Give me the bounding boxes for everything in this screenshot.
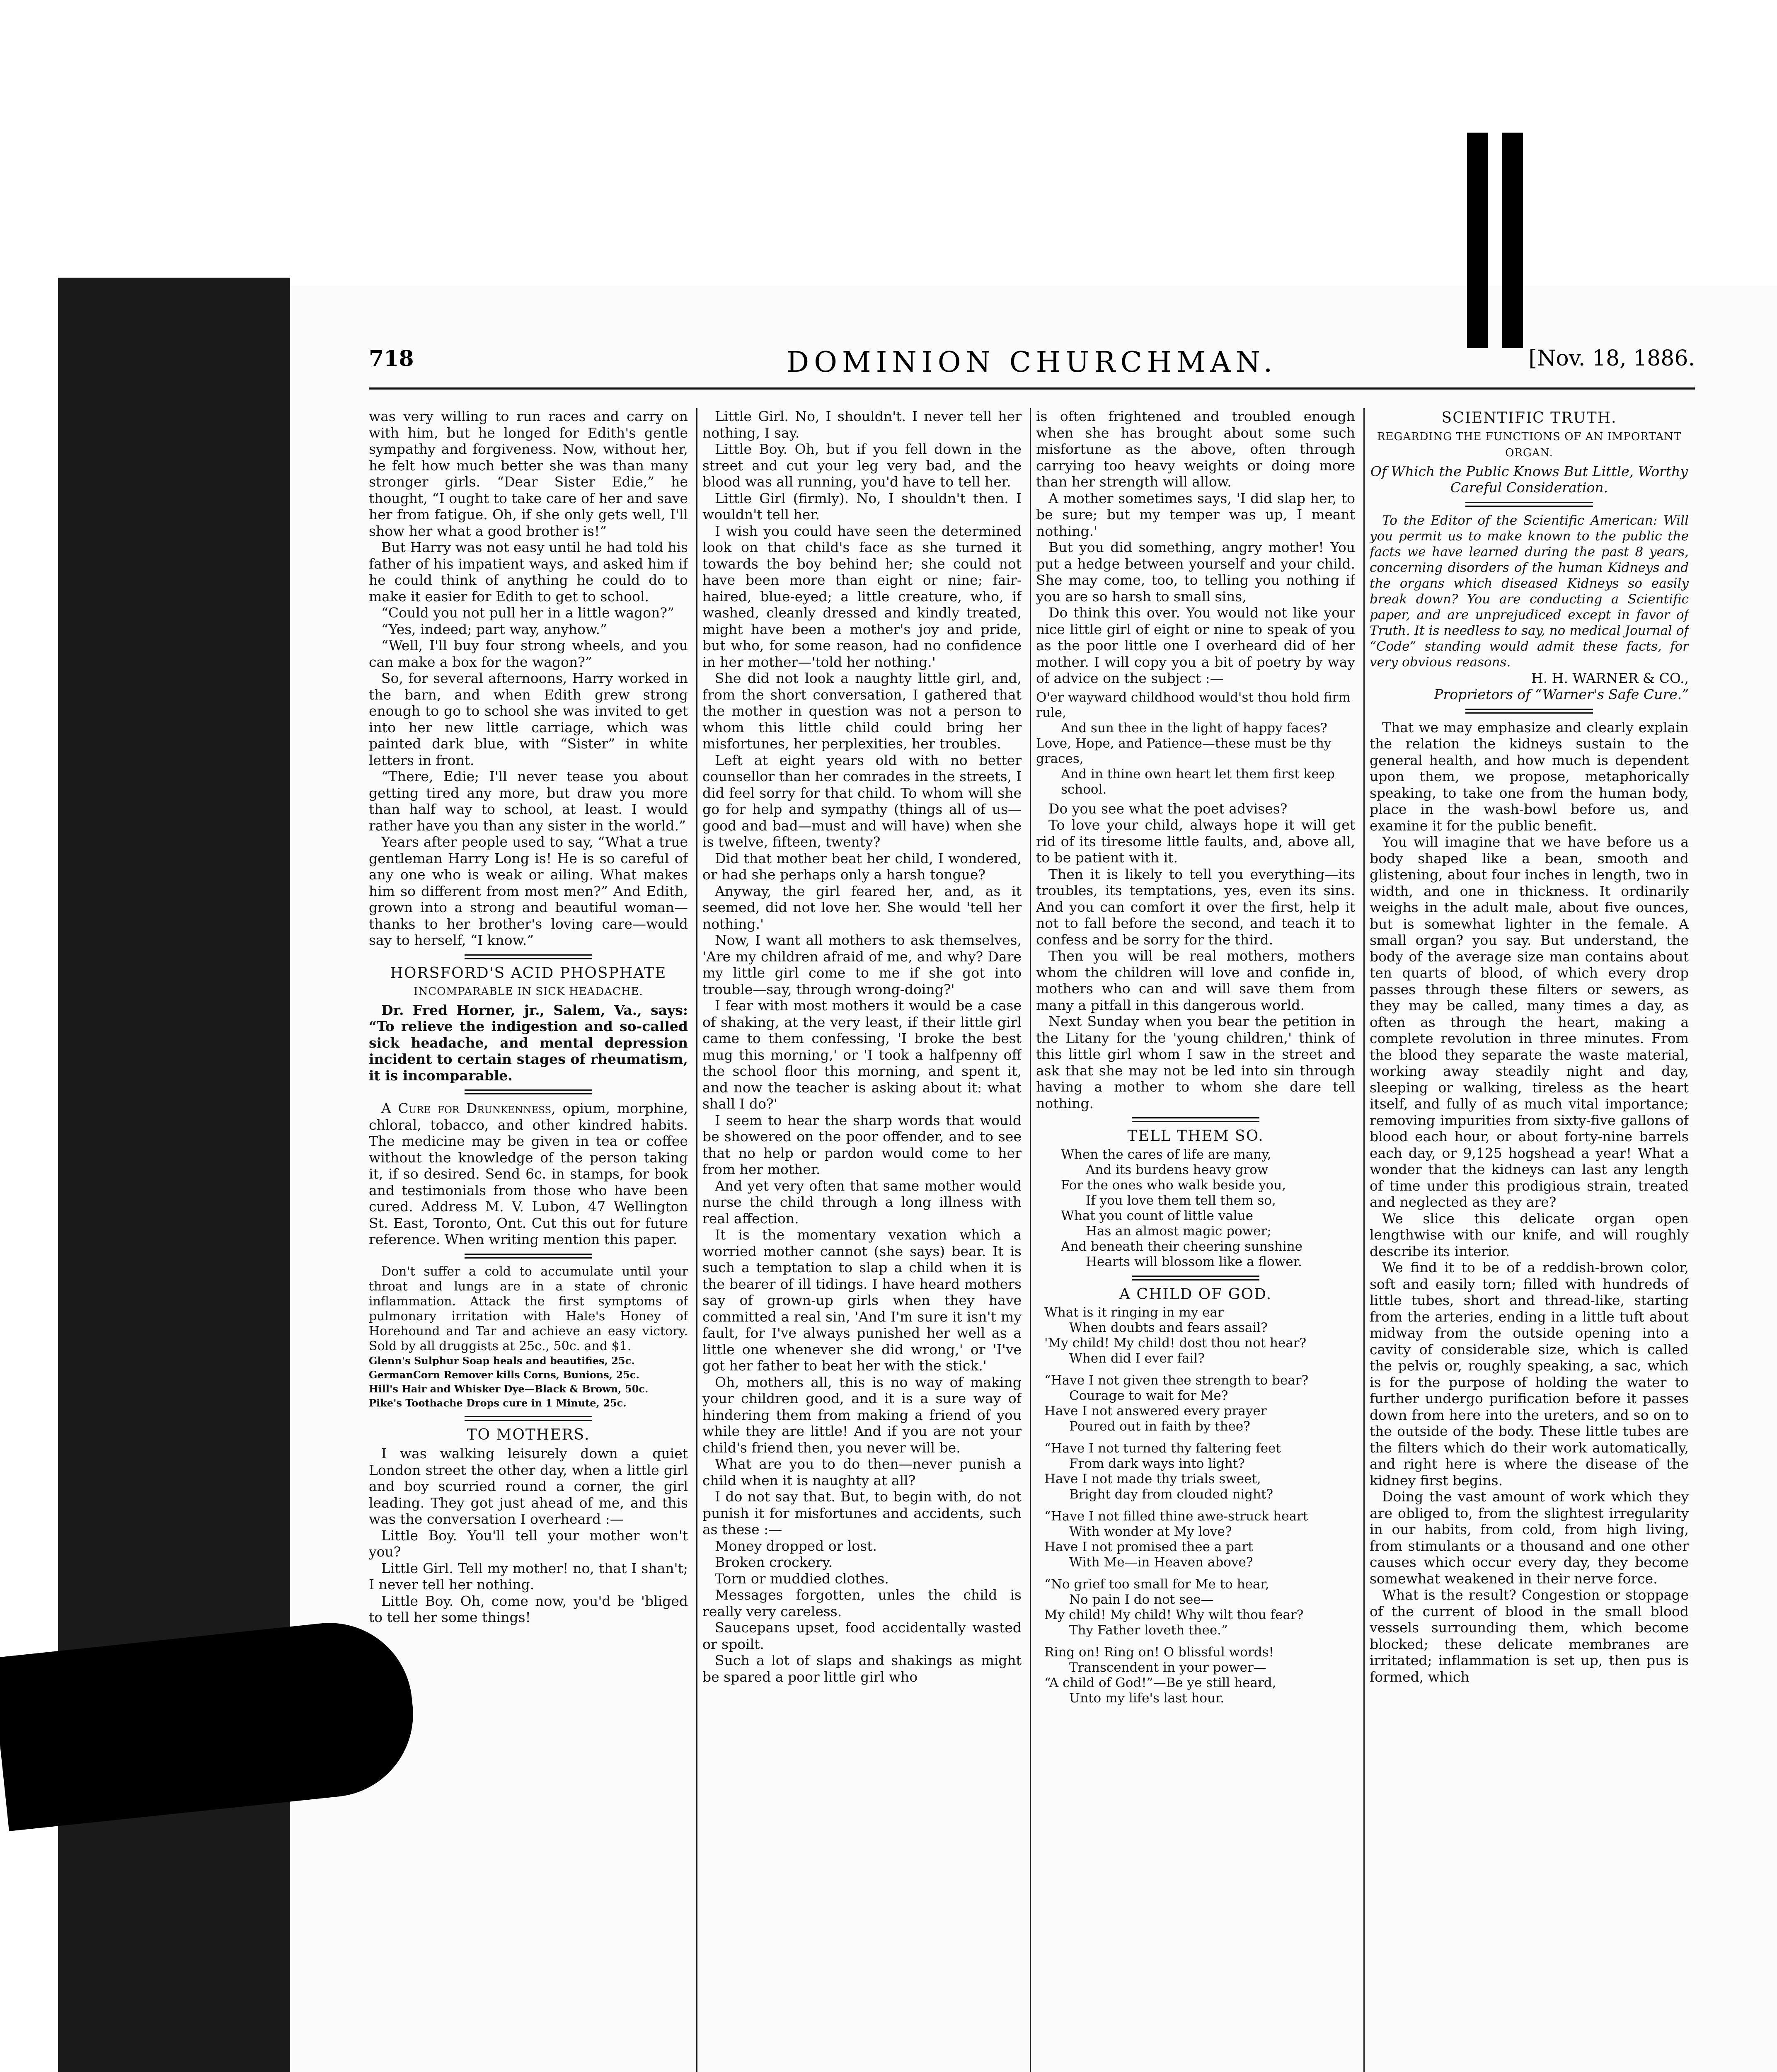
article-paragraph: We find it to be of a reddish-brown color, soft and easily torn; filled with hundreds of little tubes, short and thread-like, starting from the arteries, ending in a little tuft about midway from the outside opening into a cavity of considerable size, which is called the pelvis or, roughly speaking, a sac, which is for the purpose of holding the water to further undergo purification before it passes down from here into the ureters, and so on to the outside of the body. These little tubes are the filters which do their work automatically, and right here is where the disease of the kidney first begins. <box>1370 1259 1689 1489</box>
poem-line: Thy Father loveth thee.” <box>1069 1623 1228 1638</box>
article-paragraph: That we may emphasize and clearly explain the relation the kidneys sustain to the general health, and how much is dependent upon them, we propose, metaphorically speaking, to take one from the human body, place in the wash-bowl before us, and examine it for the public benefit. <box>1370 719 1689 834</box>
poem-line: 'My child! My child! dost thou not hear? <box>1044 1336 1307 1351</box>
section-rule <box>465 1254 592 1259</box>
mothers-paragraph: Little Boy. You'll tell your mother won't you? <box>369 1527 688 1560</box>
scan-bar-top-left <box>1467 133 1488 348</box>
tell-them-title: TELL THEM SO. <box>1127 1128 1264 1145</box>
story-paragraph: “Well, I'll buy four strong wheels, and you can make a box for the wagon?” <box>369 637 688 670</box>
drunkenness-body: opium, morphine, chloral, tobacco, and other kindred habits. The medicine may be given in tea or coffee without the knowledge of the person taking it, if so desired. Send 6c. in stamps, for book and testimonials from those who have been cured. Address M. V. Lubon, 47 Wellington St. East, Toronto, Ont. Cut this out for future reference. When writing mention this paper. <box>369 1100 688 1247</box>
article-paragraph: Do you see what the poet advises? <box>1048 800 1288 817</box>
article-paragraph: You will imagine that we have before us a body shaped like a bean, smooth and glistening, about four inches in length, two in width, and one in thickness. It ordinarily weighs in the adult male, about five ounces, but is somewhat lighter in the female. A small organ? you say. But understand, the body of the average size man contains about ten quarts of blood, of which every drop passes through these filters or sewers, as they may be called, many times a day, as often as through the heart, making a complete revolution in three minutes. From the blood they separate the waste material, working away steadily night and day, sleeping or walking, tireless as the heart itself, and fully of as much vital importance; removing impurities from sixty-five gallons of blood each hour, or about forty-nine barrels each day, or 9,125 hogshead a year! What a wonder that the kidneys can last any length of time under this prodigious strain, treated and neglected as they are? <box>1370 834 1689 1210</box>
column-divider <box>696 408 697 2072</box>
mothers-paragraph: Little Boy. Oh, come now, you'd be 'bliged to tell her some things! <box>369 1593 688 1625</box>
list-item: Torn or muddied clothes. <box>715 1570 889 1587</box>
poem-line: With Me—in Heaven above? <box>1069 1555 1253 1570</box>
verse <box>1036 690 1355 797</box>
horsford-subtitle: INCOMPARABLE IN SICK HEADACHE. <box>414 985 643 998</box>
article-paragraph: Doing the vast amount of work which they are obliged to, from the slightest irregularity in our habits, from cold, from high living, from stimulants or a thousand and one other causes which occur every day, they become somewhat weakened in their nerve force. <box>1370 1489 1689 1587</box>
scientific-truth-title: SCIENTIFIC TRUTH. <box>1441 409 1617 426</box>
issue-date: [Nov. 18, 1886. <box>1528 346 1695 371</box>
signature-sub: Proprietors of “Warner's Safe Cure.” <box>1434 686 1689 702</box>
story-paragraph: So, for several afternoons, Harry worked in the barn, and when Edith grew strong enough to go to school she was invited to get into her new little carriage, which was painted dark blue, with “Sister” in white letters in front. <box>369 670 688 768</box>
header-rule <box>369 387 1695 390</box>
poem-line: My child! My child! Why wilt thou fear? <box>1044 1607 1304 1622</box>
article-paragraph: Oh, mothers all, this is no way of making your children good, and it is a sure way of hindering them from making a friend of you while they are little! And if you are not your child's friend then, you never will be. <box>702 1374 1022 1456</box>
article-paragraph: Next Sunday when you bear the petition in the Litany for the 'young children,' think of this little girl whom I saw in the street and ask that she may not be led into sin through having a mother to whom she dare tell nothing. <box>1036 1013 1355 1111</box>
article-paragraph: Left at eight years old with no better counsellor than her comrades in the streets, I did feel sorry for that child. To whom will she go for help and sympathy (things all of us—good and bad—must and will have) when she is twelve, fifteen, twenty? <box>702 752 1022 850</box>
article-paragraph: I fear with most mothers it would be a case of shaking, at the very least, if their little girl came to them confessing, 'I broke the best mug this morning,' or 'I took a halfpenny off the school floor this morning, and spent it, and now the teacher is asking about it: what shall I do?' <box>702 997 1022 1112</box>
verse-line: And in thine own heart let them first keep school. <box>1061 766 1335 797</box>
article-paragraph: She did not look a naughty little girl, and, from the short conversation, I gathered that the mother in question was not a person to whom this little child could bring her misfortunes, her perplexities, her troubles. <box>702 670 1022 752</box>
article-paragraph: It is the momentary vexation which a worried mother cannot (she says) bear. It is such a temptation to slap a child when it is the bearer of ill tidings. I have heard mothers say of grown-up girls when they have committed a real sin, 'And I'm sure it isn't my fault, for I've always punished her well as a little one whenever she did wrong,' or 'I've got her father to beat her with the stick.' <box>702 1227 1022 1374</box>
column-3 <box>1036 408 1355 2072</box>
poem-line: And beneath their cheering sunshine <box>1061 1239 1303 1254</box>
article-paragraph: But you did something, angry mother! You put a hedge between yourself and your child. She may come, too, to telling you nothing if you are so harsh to small sins, <box>1036 539 1355 605</box>
poem-line: “Have I not filled thine awe-struck heart <box>1044 1509 1308 1524</box>
page-header <box>369 346 1695 383</box>
article-paragraph: We slice this delicate organ open lengthwise with our knife, and will roughly describe its interior. <box>1370 1210 1689 1259</box>
article-paragraph: Do think this over. You would not like your nice little girl of eight or nine to speak of you as the poor little one I overheard did of her mother. I will copy you a bit of poetry by way of advice on the subject :— <box>1036 605 1355 686</box>
mothers-paragraph: Little Girl. Tell my mother! no, that I shan't; I never tell her nothing. <box>369 1560 688 1593</box>
article-paragraph: And yet very often that same mother would nurse the child through a long illness with real affection. <box>702 1177 1022 1227</box>
column-divider <box>1030 408 1031 2072</box>
mothers-paragraph: I was walking leisurely down a quiet London street the other day, when a little girl and boy scurried round a corner, the girl leading. They got just ahead of me, and this was the conversation I overheard :— <box>369 1445 688 1527</box>
verse-line: And sun thee in the light of happy faces? <box>1061 720 1327 736</box>
poem-line: What you count of little value <box>1061 1208 1253 1223</box>
scientific-truth-subtitle: REGARDING THE FUNCTIONS OF AN IMPORTANT ORGAN. <box>1377 430 1682 459</box>
article-paragraph: Little Boy. Oh, but if you fell down in the street and cut your leg very bad, and the blood was all running, you'd have to tell her. <box>702 441 1022 490</box>
poem-line: What is it ringing in my ear <box>1044 1305 1224 1320</box>
poem-line: Have I not answered every prayer <box>1044 1404 1267 1418</box>
ad-line: GermanCorn Remover kills Corns, Bunions, 25c. <box>369 1368 639 1381</box>
story-paragraph: But Harry was not easy until he had told his father of his impatient ways, and asked him if he could think of anything he could do to make it easier for Edith to get to school. <box>369 539 688 605</box>
story-paragraph: “Could you not pull her in a little wagon?” <box>381 605 674 621</box>
article-paragraph: I seem to hear the sharp words that would be showered on the poor offender, and to see that no help or pardon would come to her from her mother. <box>702 1112 1022 1177</box>
ad-line: Hill's Hair and Whisker Dye—Black & Brown, 50c. <box>369 1382 649 1395</box>
column-divider <box>1363 408 1365 2072</box>
article-paragraph: I do not say that. But, to begin with, do not punish it for misfortunes and accidents, such as these :— <box>702 1489 1022 1537</box>
poem-line: If you love them tell them so, <box>1086 1193 1276 1208</box>
article-paragraph: To love your child, always hope it will get rid of its tiresome little faults, and, above all, to be patient with it. <box>1036 817 1355 866</box>
list-item: Money dropped or lost. <box>715 1537 877 1554</box>
poem-line: Ring on! Ring on! O blissful words! <box>1044 1645 1274 1660</box>
article-paragraph: Then it is likely to tell you everything—its troubles, its temptations, yes, even its sins. And you can comfort it over the first, help it not to fall before the second, and teach it to confess and be sorry for the third. <box>1036 866 1355 948</box>
poem-line: “Have I not given thee strength to bear? <box>1044 1373 1309 1388</box>
article-paragraph: Did that mother beat her child, I wondered, or had she perhaps only a harsh tongue? <box>702 850 1022 883</box>
cold-ad: Don't suffer a cold to accumulate until your throat and lungs are in a state of chronic inflammation. Attack the first symptoms of pulmonary irritation with Hale's Honey of Horehound and Tar and achieve an easy victory. Sold by all druggists at 25c., 50c. and $1. <box>369 1264 688 1353</box>
section-rule <box>465 1416 592 1421</box>
ad-line: Pike's Toothache Drops cure in 1 Minute, 25c. <box>369 1397 627 1409</box>
verse-line: Love, Hope, and Patience—these must be thy graces, <box>1036 736 1332 766</box>
article-paragraph: Then you will be real mothers, mothers whom the children will love and confide in, mothers who can and will save them from many a pitfall in this dangerous world. <box>1036 948 1355 1013</box>
scientific-truth-tagline: Of Which the Public Knows But Little, Worthy Careful Consideration. <box>1370 463 1688 496</box>
page-number: 718 <box>369 346 414 371</box>
story-paragraph: was very willing to run races and carry on with him, but he longed for Edith's gentle sympathy and forgiveness. Now, without her, he felt how much better she was than many stronger girls. “Dear Sister Edie,” he thought, “I ought to take care of her and save her from fatigue. Oh, if she only gets well, I'll show her what a good brother is!” <box>369 408 688 539</box>
drunkenness-label: A Cure for Drunkenness, <box>381 1100 556 1116</box>
poem-line: “No grief too small for Me to hear, <box>1044 1577 1269 1592</box>
verse-line: O'er wayward childhood would'st thou hold firm rule, <box>1036 690 1351 720</box>
poem-line: Courage to wait for Me? <box>1069 1388 1228 1403</box>
column-1 <box>369 408 688 2072</box>
poem-line: Has an almost magic power; <box>1086 1223 1271 1239</box>
section-rule <box>1132 1117 1259 1122</box>
article-paragraph: Little Girl. No, I shouldn't. I never tell her nothing, I say. <box>702 408 1022 441</box>
poem-line: Unto my life's last hour. <box>1069 1691 1225 1706</box>
poem-line: Transcendent in your power— <box>1069 1660 1266 1675</box>
article-paragraph: Little Girl (firmly). No, I shouldn't then. I wouldn't tell her. <box>702 490 1022 523</box>
article-paragraph: Anyway, the girl feared her, and, as it seemed, did not love her. She would 'tell her nothing.' <box>702 883 1022 932</box>
poem-line: “Have I not turned thy faltering feet <box>1044 1441 1281 1456</box>
ad-line: Glenn's Sulphur Soap heals and beautifies, 25c. <box>369 1354 635 1367</box>
article-paragraph: What are you to do then—never punish a child when it is naughty at all? <box>702 1456 1022 1489</box>
child-of-god-title: A CHILD OF GOD. <box>1119 1285 1272 1303</box>
section-rule <box>465 1089 592 1094</box>
horsford-body: Dr. Fred Horner, jr., Salem, Va., says: “To relieve the indigestion and so-called sick headache, and mental depression incident to certain stages of rheumatism, it is incomparable. <box>369 1002 688 1084</box>
section-rule <box>1465 502 1593 507</box>
column-4 <box>1370 408 1689 2072</box>
article-paragraph: is often frightened and troubled enough when she has brought about some such misfortune as the above, often through carrying too heavy weights or doing more than her strength will allow. <box>1036 408 1355 490</box>
horsford-title: HORSFORD'S ACID PHOSPHATE <box>390 964 667 982</box>
stanza-gap <box>1044 1638 1355 1645</box>
poem-line: When the cares of life are many, <box>1061 1147 1271 1162</box>
article-paragraph: Such a lot of slaps and shakings as might be spared a poor little girl who <box>702 1652 1022 1685</box>
column-2 <box>702 408 1022 2072</box>
section-rule <box>1465 709 1593 714</box>
article-paragraph: I wish you could have seen the determined look on that child's face as she turned it towards the boy behind her; she could not have been more than eight or nine; fair-haired, blue-eyed; a little creature, who, if washed, cleanly dressed and kindly treated, might have been a mother's joy and pride, but who, for some reason, had no confidence in her mother—'told her nothing.' <box>702 523 1022 670</box>
section-rule <box>1132 1276 1259 1280</box>
masthead: DOMINION CHURCHMAN. <box>786 346 1278 379</box>
story-paragraph: “Yes, indeed; part way, anyhow.” <box>381 621 607 637</box>
mothers-title: TO MOTHERS. <box>467 1426 590 1443</box>
list-item: Messages forgotten, unles the child is really very careless. <box>702 1587 1022 1619</box>
story-paragraph: Years after people used to say, “What a true gentleman Harry Long is! He is so careful of any one who is weak or ailing. What makes him so different from most men?” And Edith, grown into a strong and beautiful woman—thanks to her brother's loving care—would say to herself, “I know.” <box>369 834 688 948</box>
stanza-gap <box>1044 1366 1355 1373</box>
story-paragraph: “There, Edie; I'll never tease you about getting tired any more, but draw you more than half way to school, at least. I would rather have you than any sister in the world.” <box>369 768 688 834</box>
poem-line: When did I ever fail? <box>1069 1351 1205 1366</box>
poem-line: With wonder at My love? <box>1069 1524 1232 1539</box>
stanza-gap <box>1044 1502 1355 1509</box>
editor-letter: To the Editor of the Scientific American: Will you permit us to make known to the public the facts we have learned during the past 8 years, concerning disorders of the human Kidneys and the organs which diseased Kidneys so easily break down? You are conducting a Scientific paper, and are unprejudiced except in favor of Truth. It is needless to say, no medical Journal of “Code” standing would admit these facts, for very obvious reasons. <box>1370 513 1689 670</box>
stanza-gap <box>1044 1434 1355 1441</box>
tell-them-poem <box>1036 1147 1355 1270</box>
stanza-gap <box>1044 1570 1355 1577</box>
poem-line: “A child of God!”—Be ye still heard, <box>1044 1675 1276 1690</box>
signature: H. H. WARNER & CO., <box>1531 670 1689 686</box>
poem-line: No pain I do not see— <box>1069 1592 1214 1607</box>
section-rule <box>465 954 592 959</box>
poem-line: Have I not made thy trials sweet, <box>1044 1472 1261 1486</box>
article-paragraph: What is the result? Congestion or stoppage of the current of blood in the small blood vessels surrounding them, which become blocked; these delicate membranes are irritated; inflammation is set up, then pus is formed, which <box>1370 1587 1689 1685</box>
poem-line: From dark ways into light? <box>1069 1456 1245 1471</box>
scan-bar-top-right <box>1502 133 1523 348</box>
article-paragraph: A mother sometimes says, 'I did slap her, to be sure; but my temper was up, I meant nothing.' <box>1036 490 1355 539</box>
article-paragraph: Now, I want all mothers to ask themselves, 'Are my children afraid of me, and why? Dare my little girl come to me if she got into trouble—say, through wrong-doing?' <box>702 932 1022 997</box>
poem-line: For the ones who walk beside you, <box>1061 1177 1286 1193</box>
list-item: Saucepans upset, food accidentally wasted or spoilt. <box>702 1619 1022 1652</box>
child-of-god-poem <box>1036 1305 1355 1706</box>
poem-line: Hearts will blossom like a flower. <box>1086 1254 1302 1269</box>
poem-line: Have I not promised thee a part <box>1044 1539 1253 1554</box>
poem-line: Poured out in faith by thee? <box>1069 1419 1250 1434</box>
poem-line: When doubts and fears assail? <box>1069 1320 1268 1335</box>
poem-line: And its burdens heavy grow <box>1086 1162 1269 1177</box>
poem-line: Bright day from clouded night? <box>1069 1487 1273 1502</box>
list-item: Broken crockery. <box>715 1554 833 1570</box>
